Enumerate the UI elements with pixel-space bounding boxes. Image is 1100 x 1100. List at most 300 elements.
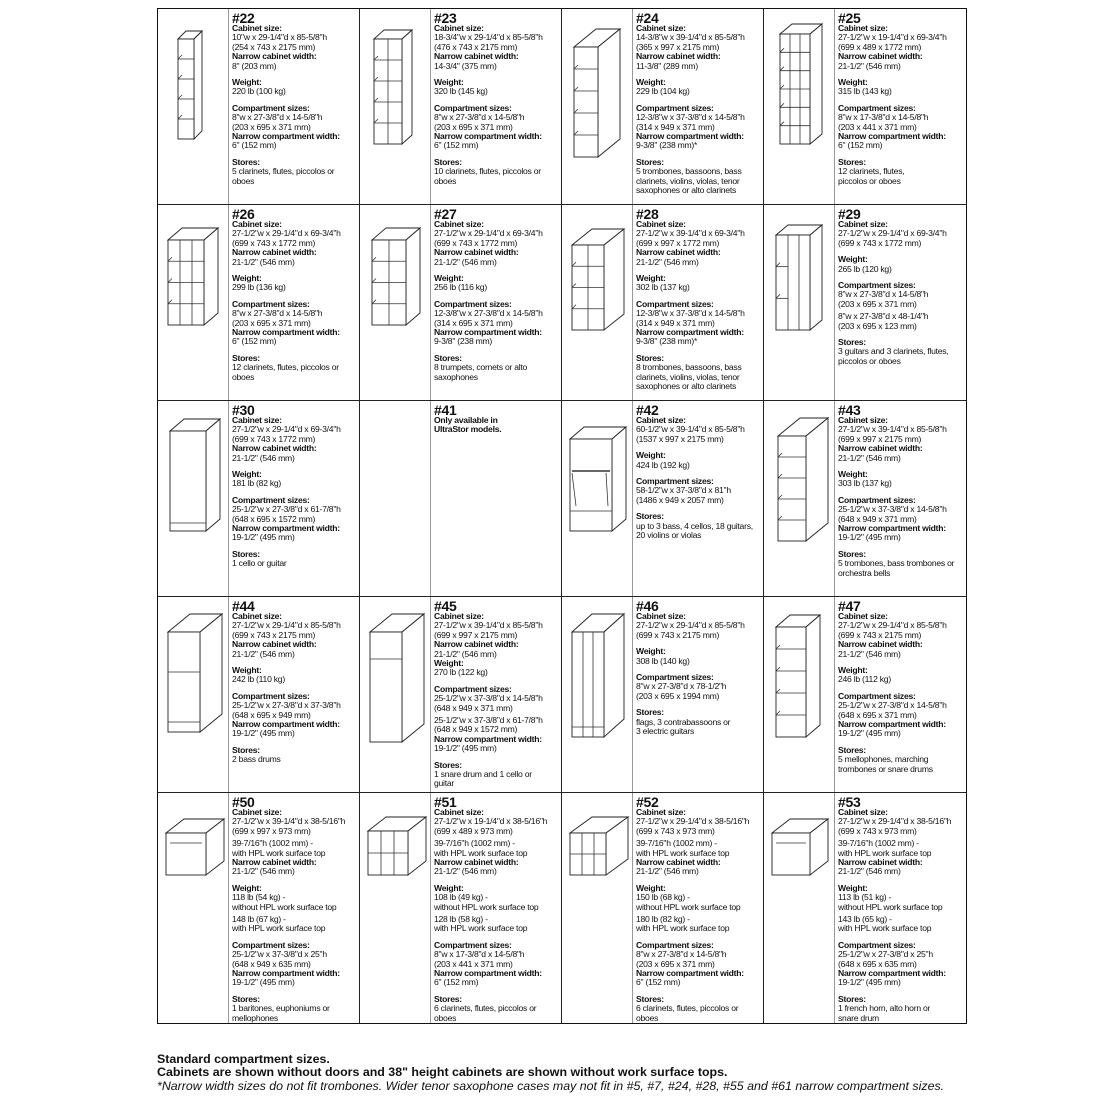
spec-label: Compartment sizes: (434, 683, 512, 694)
spec-label: Stores: (636, 352, 664, 363)
spec-value: 303 lb (137 kg) (838, 478, 892, 489)
spec-label: Weight: (838, 664, 868, 675)
spec-label: Narrow cabinet width: (434, 856, 519, 867)
cabinet-specs (835, 205, 966, 400)
cabinet-number: #28 (636, 205, 659, 222)
spec-label: Cabinet size: (838, 218, 888, 229)
spec-value: trombones or snare drums (838, 763, 933, 774)
spec-value: piccolos or oboes (838, 355, 901, 366)
spec-label: Narrow compartment width: (838, 967, 946, 978)
cabinet-cell (158, 597, 360, 793)
spec-value: oboes (232, 371, 255, 382)
cabinet-drawing (360, 401, 431, 591)
spec-label: Stores: (636, 993, 664, 1004)
spec-label: Cabinet size: (232, 23, 282, 33)
spec-value: 12-3/8"w x 37-3/8"d x 14-5/8"h (636, 112, 745, 123)
spec-value: (203 x 441 x 371 mm) (434, 958, 513, 969)
spec-label: Narrow cabinet width: (636, 51, 721, 62)
cabinet-specs (633, 9, 763, 204)
cabinet-specs (431, 9, 561, 204)
spec-value: 8"w x 27-3/8"d x 14-5/8"h (232, 308, 323, 319)
spec-value: 5 clarinets, flutes, piccolos or (232, 166, 335, 177)
cabinet-illustration (360, 793, 431, 1023)
spec-value: 5 mellophones, marching (838, 754, 929, 765)
cabinet-drawing (158, 9, 229, 199)
spec-label: Compartment sizes: (232, 690, 310, 701)
cabinet-number: #52 (636, 793, 659, 810)
spec-value: (699 x 743 x 1772 mm) (232, 433, 316, 444)
spec-label: Narrow compartment width: (636, 327, 744, 338)
cabinet-drawing (158, 401, 229, 591)
spec-value: oboes (232, 175, 255, 186)
spec-value: (648 x 949 x 635 mm) (232, 958, 311, 969)
spec-value: 25-1/2"w x 27-3/8"d x 25"h (838, 949, 933, 960)
spec-label: Stores: (232, 993, 260, 1004)
spec-label: Compartment sizes: (838, 494, 916, 505)
spec-value: 27-1/2"w x 19-1/4"d x 69-3/4"h (838, 32, 947, 43)
cabinet-number: #22 (232, 10, 255, 26)
spec-label: Compartment sizes: (838, 939, 916, 950)
footnotes (157, 1053, 1057, 1093)
spec-label: Stores: (838, 993, 866, 1004)
spec-value: 1 snare drum and 1 cello or (434, 769, 532, 779)
spec-label: Compartment sizes: (232, 494, 310, 505)
spec-label: Weight: (636, 646, 666, 657)
cabinet-specs (229, 597, 359, 792)
cabinet-drawing (562, 401, 633, 591)
spec-value: 8"w x 27-3/8"d x 14-5/8"h (838, 289, 929, 300)
cabinet-specs (835, 9, 966, 204)
cabinet-illustration (562, 793, 633, 1023)
cabinet-drawing (764, 205, 835, 395)
cabinet-illustration (764, 793, 835, 1023)
cabinet-number: #25 (838, 10, 861, 26)
spec-value: 12-3/8"w x 37-3/8"d x 14-5/8"h (636, 308, 745, 319)
spec-label: Stores: (434, 352, 462, 363)
spec-value: 14-3/4" (375 mm) (434, 60, 497, 71)
spec-value: (648 x 695 x 1572 mm) (232, 513, 316, 524)
spec-value: 21-1/2" (546 mm) (838, 60, 901, 71)
cabinet-cell (158, 205, 360, 401)
spec-value: 21-1/2" (546 mm) (232, 256, 295, 267)
spec-value: 246 lb (112 kg) (838, 674, 891, 685)
cabinet-drawing (158, 793, 229, 983)
spec-value: 9-3/8" (238 mm) (434, 336, 493, 347)
cabinet-drawing (158, 205, 229, 395)
spec-label: Narrow cabinet width: (838, 856, 923, 867)
spec-label: Cabinet size: (636, 218, 686, 229)
spec-label: Weight: (232, 882, 262, 893)
spec-label: Cabinet size: (232, 610, 282, 621)
spec-value: 60-1/2"w x 39-1/4"d x 85-5/8"h (636, 424, 745, 435)
spec-value: 27-1/2"w x 29-1/4"d x 69-3/4"h (434, 228, 543, 239)
spec-value: guitar (434, 778, 454, 789)
spec-value: 19-1/2" (495 mm) (838, 728, 901, 739)
cabinet-number: #23 (434, 10, 457, 26)
cabinet-cell (158, 401, 360, 597)
spec-value: 27-1/2"w x 39-1/4"d x 85-5/8"h (434, 620, 543, 631)
spec-value: (314 x 949 x 371 mm) (636, 121, 715, 132)
spec-value: 12 clarinets, flutes, (838, 166, 905, 177)
spec-label: Cabinet size: (434, 218, 484, 229)
spec-value: with HPL work surface top (838, 847, 932, 858)
spec-label: Compartment sizes: (838, 690, 916, 701)
spec-value: 242 lb (110 kg) (232, 674, 285, 685)
spec-label: Narrow cabinet width: (434, 247, 519, 258)
spec-value: saxophones or alto clarinets (636, 381, 737, 392)
spec-value: with HPL work surface top (434, 847, 528, 858)
spec-value: 9-3/8" (238 mm)* (636, 140, 698, 151)
spec-value: 27-1/2"w x 29-1/4"d x 38-5/16"h (636, 816, 750, 827)
spec-label: Cabinet size: (636, 23, 686, 33)
spec-value: 19-1/2" (495 mm) (232, 532, 295, 543)
cabinet-drawing (360, 9, 431, 199)
spec-value: 25-1/2"w x 37-3/8"d x 61-7/8"h (434, 714, 543, 725)
spec-label: Cabinet size: (434, 610, 484, 621)
spec-value: 2 bass drums (232, 754, 281, 765)
spec-label: Narrow cabinet width: (232, 51, 317, 62)
spec-value: without HPL work surface top (838, 901, 943, 912)
spec-value: 21-1/2" (546 mm) (838, 866, 901, 877)
spec-label: Cabinet size: (636, 414, 686, 425)
spec-value: 19-1/2" (495 mm) (838, 977, 901, 988)
spec-label: Weight: (434, 273, 464, 283)
cabinet-specs (835, 793, 966, 1023)
spec-label: Narrow compartment width: (232, 131, 340, 142)
cabinet-cell (158, 793, 360, 1023)
spec-value: 27-1/2"w x 39-1/4"d x 69-3/4"h (636, 228, 745, 239)
spec-value: (699 x 743 x 1772 mm) (434, 237, 518, 248)
spec-label: Cabinet size: (636, 610, 686, 621)
spec-value: oboes (434, 175, 457, 186)
cabinet-illustration (360, 597, 431, 792)
cabinet-number: #27 (434, 205, 457, 222)
footnote-standard: Standard compartment sizes. (157, 1052, 330, 1066)
spec-label: Narrow compartment width: (232, 523, 340, 533)
spec-label: Narrow compartment width: (434, 733, 542, 744)
spec-value: (699 x 743 x 2175 mm) (636, 629, 720, 640)
spec-label: Cabinet size: (434, 806, 484, 817)
spec-value: (699 x 997 x 1772 mm) (636, 237, 720, 248)
spec-label: Weight: (838, 882, 868, 893)
spec-value: 143 lb (65 kg) - (838, 913, 892, 924)
spec-label: Weight: (232, 664, 262, 675)
spec-value: 25-1/2"w x 37-3/8"d x 14-5/8"h (838, 504, 947, 515)
spec-value: 27-1/2"w x 39-1/4"d x 38-5/16"h (232, 816, 346, 827)
spec-value: 6" (152 mm) (636, 977, 681, 988)
spec-value: 12-3/8"w x 27-3/8"d x 14-5/8"h (434, 308, 543, 319)
spec-label: Stores: (838, 744, 866, 755)
spec-value: orchestra bells (838, 567, 891, 578)
spec-value: 6" (152 mm) (232, 336, 277, 347)
spec-label: Stores: (232, 744, 260, 755)
spec-value: (648 x 695 x 371 mm) (838, 709, 917, 720)
spec-label: Compartment sizes: (636, 475, 714, 486)
spec-value: (699 x 743 x 2175 mm) (838, 629, 922, 640)
cabinet-cell (562, 401, 764, 597)
spec-value: (699 x 997 x 973 mm) (232, 825, 311, 836)
cabinet-drawing (764, 401, 835, 591)
spec-label: Only available in (434, 414, 498, 425)
spec-label: Stores: (434, 759, 462, 770)
cabinet-number: #42 (636, 401, 659, 418)
spec-value: with HPL work surface top (232, 923, 326, 934)
spec-label: Stores: (838, 156, 866, 167)
spec-label: Weight: (232, 273, 262, 283)
spec-value: (699 x 743 x 973 mm) (636, 825, 715, 836)
spec-value: 12 clarinets, flutes, piccolos or (232, 362, 339, 373)
cabinet-cell (764, 205, 966, 401)
spec-label: Narrow compartment width: (434, 131, 542, 142)
spec-label: Weight: (636, 450, 666, 461)
spec-label: Compartment sizes: (636, 939, 714, 950)
spec-value: 19-1/2" (495 mm) (838, 532, 901, 543)
spec-value: 118 lb (54 kg) - (232, 892, 286, 903)
cabinet-specs (633, 401, 763, 596)
cabinet-cell (360, 597, 562, 793)
cabinet-specs (835, 597, 966, 792)
spec-label: Narrow compartment width: (434, 327, 542, 338)
spec-label: Stores: (232, 548, 260, 559)
cabinet-specs (229, 401, 359, 596)
spec-value: 265 lb (120 kg) (838, 263, 892, 274)
spec-value: 20 violins or violas (636, 530, 702, 540)
cabinet-number: #47 (838, 597, 861, 614)
spec-value: 8"w x 17-3/8"d x 14-5/8"h (434, 949, 525, 960)
cabinet-cell (562, 597, 764, 793)
spec-value: 5 trombones, bass trombones or (838, 558, 955, 569)
cabinet-specs (633, 597, 763, 792)
spec-value: 27-1/2"w x 29-1/4"d x 69-3/4"h (838, 228, 947, 239)
spec-value: 150 lb (68 kg) - (636, 892, 690, 903)
cabinet-specs (835, 401, 966, 596)
spec-label: Narrow cabinet width: (232, 443, 317, 454)
spec-value: (699 x 743 x 2175 mm) (232, 629, 316, 640)
spec-value: 270 lb (122 kg) (434, 667, 488, 678)
cabinet-number: #26 (232, 205, 255, 222)
cabinet-specs (431, 597, 561, 792)
cabinet-cell (562, 205, 764, 401)
spec-label: Narrow cabinet width: (232, 639, 317, 650)
spec-value: 180 lb (82 kg) - (636, 913, 690, 924)
spec-value: with HPL work surface top (838, 923, 932, 934)
spec-label: Stores: (838, 337, 866, 348)
spec-value: 21-1/2" (546 mm) (838, 648, 901, 659)
cabinet-drawing (764, 9, 835, 199)
spec-label: Compartment sizes: (838, 280, 916, 290)
spec-value: 8"w x 27-3/8"d x 78-1/2"h (636, 681, 727, 692)
cabinet-illustration (562, 205, 633, 400)
spec-label: Stores: (838, 548, 866, 559)
cabinet-cell (764, 9, 966, 205)
cabinet-specs (633, 793, 763, 1023)
spec-label: Cabinet size: (232, 806, 282, 817)
spec-value: (476 x 743 x 2175 mm) (434, 41, 518, 52)
spec-value: 21-1/2" (546 mm) (434, 866, 497, 877)
spec-value: 39-7/16"h (1002 mm) - (636, 838, 717, 849)
spec-label: Compartment sizes: (232, 102, 310, 113)
spec-label: Stores: (636, 156, 664, 167)
spec-value: 181 lb (82 kg) (232, 478, 282, 489)
spec-label: Narrow cabinet width: (838, 51, 923, 62)
spec-value: 1 cello or guitar (232, 558, 287, 569)
spec-value: 8 trombones, bassoons, bass (636, 362, 742, 373)
spec-label: Compartment sizes: (636, 671, 714, 682)
spec-value: (699 x 743 x 1772 mm) (232, 237, 316, 248)
spec-label: Stores: (232, 352, 260, 363)
spec-label: Narrow compartment width: (636, 131, 744, 142)
cabinet-drawing (562, 9, 633, 199)
spec-value: with HPL work surface top (434, 923, 528, 934)
cabinet-illustration (562, 401, 633, 596)
spec-value: 6" (152 mm) (838, 140, 883, 151)
spec-value: 148 lb (67 kg) - (232, 913, 286, 924)
cabinet-specs (229, 205, 359, 400)
spec-value: 6" (152 mm) (434, 140, 479, 151)
cabinet-cell (360, 205, 562, 401)
cabinet-cell (360, 793, 562, 1023)
spec-label: Cabinet size: (838, 23, 888, 33)
spec-value: (699 x 489 x 973 mm) (434, 825, 513, 836)
spec-value: 6" (152 mm) (232, 140, 277, 151)
spec-value: 21-1/2" (546 mm) (838, 452, 901, 463)
spec-value: 25-1/2"w x 27-3/8"d x 61-7/8"h (232, 504, 341, 515)
cabinet-cell (764, 793, 966, 1023)
spec-label: Weight: (838, 468, 868, 479)
spec-value: 3 electric guitars (636, 725, 695, 736)
cabinet-number: #50 (232, 793, 255, 810)
spec-value: (1537 x 997 x 2175 mm) (636, 433, 724, 444)
spec-label: Cabinet size: (838, 610, 888, 621)
cabinet-number: #41 (434, 401, 457, 418)
spec-value: 113 lb (51 kg) - (838, 892, 892, 903)
cabinet-specs (431, 793, 561, 1023)
spec-value: 5 trombones, bassoons, bass (636, 166, 742, 177)
spec-value: 6" (152 mm) (434, 977, 479, 988)
spec-value: 25-1/2"w x 37-3/8"d x 14-5/8"h (434, 693, 543, 704)
spec-value: 27-1/2"w x 29-1/4"d x 85-5/8"h (636, 620, 745, 631)
spec-value: without HPL work surface top (232, 901, 337, 912)
footnote-doors: Cabinets are shown without doors and 38" height cabinets are shown without work surface tops. (157, 1065, 728, 1080)
spec-value: 8 trumpets, cornets or alto (434, 362, 528, 373)
spec-value: 21-1/2" (546 mm) (636, 866, 699, 877)
spec-value: 1 french horn, alto horn or (838, 1003, 931, 1014)
spec-value: 315 lb (143 kg) (838, 86, 892, 97)
cabinet-number: #44 (232, 597, 255, 614)
spec-value: (1486 x 949 x 2057 mm) (636, 494, 724, 505)
spec-value: 8"w x 27-3/8"d x 14-5/8"h (232, 112, 323, 123)
cabinet-number: #43 (838, 401, 861, 418)
spec-value: 299 lb (136 kg) (232, 282, 286, 293)
spec-value: (203 x 695 x 371 mm) (232, 317, 311, 328)
spec-label: Stores: (636, 707, 664, 718)
cabinet-illustration (360, 9, 431, 204)
spec-value: (699 x 997 x 2175 mm) (434, 629, 518, 640)
cabinet-illustration (764, 205, 835, 400)
spec-value: (314 x 695 x 371 mm) (434, 317, 513, 328)
cabinet-drawing (562, 205, 633, 395)
spec-label: Weight: (232, 77, 262, 88)
spec-value: 302 lb (137 kg) (636, 282, 690, 293)
cabinet-illustration (158, 793, 229, 1023)
spec-label: Compartment sizes: (232, 298, 310, 309)
spec-value: 21-1/2" (546 mm) (434, 648, 497, 659)
spec-label: Narrow compartment width: (838, 131, 946, 142)
spec-value: (648 x 949 x 371 mm) (838, 513, 917, 524)
spec-value: (203 x 441 x 371 mm) (838, 121, 917, 132)
spec-value: (699 x 997 x 2175 mm) (838, 433, 922, 444)
spec-label: Stores: (232, 156, 260, 167)
spec-label: Narrow cabinet width: (838, 443, 923, 454)
spec-value: (203 x 695 x 371 mm) (434, 121, 513, 132)
spec-label: Weight: (434, 657, 464, 668)
spec-value: 14-3/8"w x 39-1/4"d x 85-5/8"h (636, 32, 745, 43)
spec-value: 19-1/2" (495 mm) (232, 728, 295, 739)
spec-value: 220 lb (100 kg) (232, 86, 286, 97)
spec-value: oboes (434, 1012, 457, 1023)
spec-value: 27-1/2"w x 39-1/4"d x 85-5/8"h (838, 424, 947, 435)
spec-value: (203 x 695 x 371 mm) (232, 121, 311, 132)
cabinet-drawing (764, 793, 835, 983)
spec-value: (648 x 949 x 371 mm) (434, 702, 513, 713)
spec-label: Narrow compartment width: (838, 718, 946, 729)
spec-label: Compartment sizes: (636, 298, 714, 309)
spec-value: 39-7/16"h (1002 mm) - (232, 838, 313, 849)
spec-label: Narrow compartment width: (838, 523, 946, 533)
spec-value: 58-1/2"w x 37-3/8"d x 81"h (636, 485, 731, 496)
cabinet-number: #51 (434, 793, 457, 810)
spec-value: 21-1/2" (546 mm) (636, 256, 699, 267)
spec-value: 19-1/2" (495 mm) (434, 743, 497, 754)
cabinet-number: #24 (636, 10, 659, 26)
cabinet-cell (158, 9, 360, 205)
spec-value: (699 x 743 x 973 mm) (838, 825, 917, 836)
spec-label: Weight: (636, 77, 666, 88)
cabinet-number: #29 (838, 205, 861, 222)
spec-label: Stores: (636, 511, 664, 522)
spec-value: piccolos or oboes (838, 175, 901, 186)
cabinet-number: #30 (232, 401, 255, 418)
spec-value: 8"w x 27-3/8"d x 14-5/8"h (636, 949, 727, 960)
spec-value: 308 lb (140 kg) (636, 655, 690, 666)
spec-value: with HPL work surface top (636, 847, 730, 858)
spec-value: 108 lb (49 kg) - (434, 892, 488, 903)
spec-value: (254 x 743 x 2175 mm) (232, 41, 316, 52)
spec-value: (314 x 949 x 371 mm) (636, 317, 715, 328)
spec-value: 27-1/2"w x 29-1/4"d x 85-5/8"h (232, 620, 341, 631)
spec-value: (648 x 949 x 1572 mm) (434, 724, 518, 735)
cabinet-illustration (360, 401, 431, 596)
cabinet-cell (562, 793, 764, 1023)
cabinet-illustration (562, 9, 633, 204)
spec-value: 21-1/2" (546 mm) (434, 256, 497, 267)
spec-value: 27-1/2"w x 29-1/4"d x 85-5/8"h (838, 620, 947, 631)
spec-label: Compartment sizes: (434, 102, 512, 113)
spec-value: 8"w x 17-3/8"d x 14-5/8"h (838, 112, 929, 123)
spec-value: (699 x 743 x 1772 mm) (838, 237, 922, 248)
cabinet-illustration (764, 597, 835, 792)
spec-value: (203 x 695 x 1994 mm) (636, 690, 720, 701)
cabinet-drawing (158, 597, 229, 787)
cabinet-cell (764, 401, 966, 597)
spec-label: Narrow compartment width: (232, 327, 340, 338)
spec-label: Compartment sizes: (434, 298, 512, 309)
spec-value: with HPL work surface top (636, 923, 730, 934)
cabinet-cell (360, 9, 562, 205)
spec-value: 8"w x 27-3/8"d x 14-5/8"h (434, 112, 525, 123)
spec-label: Narrow cabinet width: (232, 247, 317, 258)
spec-value: without HPL work surface top (636, 901, 741, 912)
